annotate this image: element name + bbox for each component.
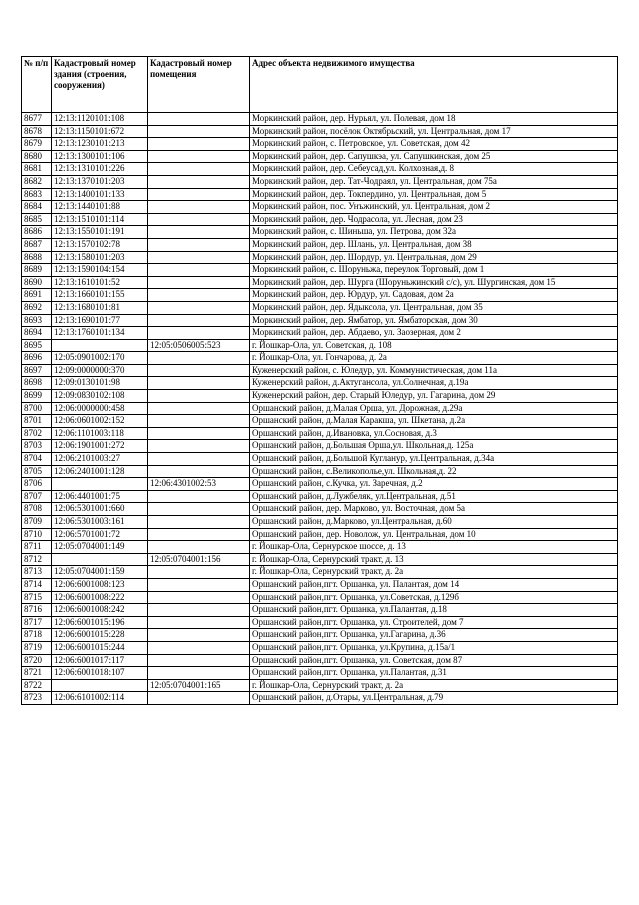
premises-cadastral-number <box>148 629 250 642</box>
address: Оршанский район,пгт. Оршанка, ул. Палантая, дом 14 <box>250 578 618 591</box>
building-cadastral-number: 12:06:1901001:272 <box>52 440 148 453</box>
building-cadastral-number: 12:06:0601002:152 <box>52 415 148 428</box>
row-number: 8713 <box>22 566 52 579</box>
row-number: 8704 <box>22 453 52 466</box>
address: Оршанский район, д.Лужбеляк, ул.Центральная, д.51 <box>250 490 618 503</box>
table-row <box>22 440 618 453</box>
premises-cadastral-number <box>148 276 250 289</box>
premises-cadastral-number <box>148 616 250 629</box>
property-register-table <box>21 56 618 705</box>
table-row <box>22 616 618 629</box>
table-row <box>22 289 618 302</box>
premises-cadastral-number <box>148 364 250 377</box>
address: г. Йошкар-Ола, Сернурский тракт, д. 2а <box>250 566 618 579</box>
row-number: 8692 <box>22 301 52 314</box>
address: г. Йошкар-Ола, ул. Советская, д. 108 <box>250 339 618 352</box>
row-number: 8690 <box>22 276 52 289</box>
building-cadastral-number: 12:13:1230101:213 <box>52 138 148 151</box>
address: Оршанский район, д.Малая Каракша, ул. Шкетана, д.2а <box>250 415 618 428</box>
address: Моркинский район, дер. Шурга (Шоруньжинский с/с), ул. Шургинская, дом 15 <box>250 276 618 289</box>
building-cadastral-number: 12:06:0000000:458 <box>52 402 148 415</box>
premises-cadastral-number <box>148 377 250 390</box>
table-row <box>22 314 618 327</box>
premises-cadastral-number <box>148 150 250 163</box>
table-row <box>22 327 618 340</box>
address: Моркинский район, дер. Ядыксола, ул. Центральная, дом 35 <box>250 301 618 314</box>
premises-cadastral-number <box>148 604 250 617</box>
row-number: 8718 <box>22 629 52 642</box>
header-premises-cadastral: Кадастровый номер помещения <box>148 57 250 113</box>
building-cadastral-number: 12:06:5301001:660 <box>52 503 148 516</box>
table-row <box>22 390 618 403</box>
header-address: Адрес объекта недвижимого имущества <box>250 57 618 113</box>
table-row <box>22 301 618 314</box>
address: Моркинский район, с. Шоруньжа, переулок Торговый, дом 1 <box>250 264 618 277</box>
building-cadastral-number: 12:13:1660101:155 <box>52 289 148 302</box>
table-body <box>22 113 618 705</box>
row-number: 8706 <box>22 478 52 491</box>
address: Оршанский район, д.Марково, ул.Центральная, д.60 <box>250 516 618 529</box>
table-row <box>22 478 618 491</box>
table-row <box>22 516 618 529</box>
table-row <box>22 138 618 151</box>
premises-cadastral-number <box>148 578 250 591</box>
premises-cadastral-number <box>148 188 250 201</box>
address: Моркинский район, дер. Себеусад,ул. Колхозная,д. 8 <box>250 163 618 176</box>
row-number: 8707 <box>22 490 52 503</box>
premises-cadastral-number <box>148 692 250 705</box>
table-row <box>22 402 618 415</box>
table-row <box>22 125 618 138</box>
row-number: 8693 <box>22 314 52 327</box>
row-number: 8698 <box>22 377 52 390</box>
row-number: 8682 <box>22 175 52 188</box>
address: Оршанский район,пгт. Оршанка, ул.Гагарина, д.36 <box>250 629 618 642</box>
row-number: 8691 <box>22 289 52 302</box>
address: Моркинский район, посёлок Октябрьский, ул. Центральная, дом 17 <box>250 125 618 138</box>
address: Оршанский район,пгт. Оршанка, ул.Крупина, д.15а/1 <box>250 641 618 654</box>
address: Оршанский район, д.Ивановка, ул.Сосновая, д.3 <box>250 427 618 440</box>
address: Оршанский район, д.Малая Орша, ул. Дорожная, д.29а <box>250 402 618 415</box>
row-number: 8722 <box>22 679 52 692</box>
header-number: № п/п <box>22 57 52 113</box>
premises-cadastral-number <box>148 301 250 314</box>
row-number: 8689 <box>22 264 52 277</box>
row-number: 8678 <box>22 125 52 138</box>
table-row <box>22 163 618 176</box>
table-row <box>22 553 618 566</box>
address: Оршанский район, д.Отары, ул.Центральная, д.79 <box>250 692 618 705</box>
row-number: 8712 <box>22 553 52 566</box>
table-row <box>22 604 618 617</box>
premises-cadastral-number <box>148 427 250 440</box>
row-number: 8711 <box>22 541 52 554</box>
row-number: 8719 <box>22 641 52 654</box>
table-row <box>22 264 618 277</box>
table-row <box>22 679 618 692</box>
table-row <box>22 188 618 201</box>
premises-cadastral-number <box>148 402 250 415</box>
address: Оршанский район, д.Большой Кугланур, ул.Центральная, д.34а <box>250 453 618 466</box>
row-number: 8685 <box>22 213 52 226</box>
address: Куженерский район, д.Актугансола, ул.Солнечная, д.19а <box>250 377 618 390</box>
table-row <box>22 415 618 428</box>
premises-cadastral-number <box>148 503 250 516</box>
table-row <box>22 654 618 667</box>
premises-cadastral-number: 12:06:4301002:53 <box>148 478 250 491</box>
building-cadastral-number: 12:13:1580101:203 <box>52 251 148 264</box>
building-cadastral-number: 12:13:1440101:88 <box>52 201 148 214</box>
table-row <box>22 692 618 705</box>
table-row <box>22 238 618 251</box>
row-number: 8686 <box>22 226 52 239</box>
building-cadastral-number: 12:13:1570102:78 <box>52 238 148 251</box>
table-row <box>22 377 618 390</box>
premises-cadastral-number: 12:05:0704001:165 <box>148 679 250 692</box>
building-cadastral-number: 12:09:0130101:98 <box>52 377 148 390</box>
row-number: 8695 <box>22 339 52 352</box>
premises-cadastral-number <box>148 327 250 340</box>
premises-cadastral-number: 12:05:0506005:523 <box>148 339 250 352</box>
table-row <box>22 490 618 503</box>
premises-cadastral-number <box>148 238 250 251</box>
row-number: 8688 <box>22 251 52 264</box>
building-cadastral-number: 12:05:0704001:149 <box>52 541 148 554</box>
premises-cadastral-number <box>148 654 250 667</box>
building-cadastral-number: 12:06:2401001:128 <box>52 465 148 478</box>
premises-cadastral-number <box>148 490 250 503</box>
premises-cadastral-number <box>148 352 250 365</box>
row-number: 8701 <box>22 415 52 428</box>
row-number: 8684 <box>22 201 52 214</box>
table-row <box>22 566 618 579</box>
premises-cadastral-number <box>148 175 250 188</box>
row-number: 8694 <box>22 327 52 340</box>
table-row <box>22 352 618 365</box>
building-cadastral-number: 12:13:1370101:203 <box>52 175 148 188</box>
address: Моркинский район, дер. Токпердино, ул. Центральная, дом 5 <box>250 188 618 201</box>
building-cadastral-number: 12:06:6001015:196 <box>52 616 148 629</box>
address: Оршанский район, с.Кучка, ул. Заречная, д.2 <box>250 478 618 491</box>
address: Куженерский район, дер. Старый Юледур, ул. Гагарина, дом 29 <box>250 390 618 403</box>
row-number: 8699 <box>22 390 52 403</box>
table-row <box>22 364 618 377</box>
premises-cadastral-number <box>148 415 250 428</box>
premises-cadastral-number: 12:05:0704001:156 <box>148 553 250 566</box>
table-row <box>22 465 618 478</box>
address: Моркинский район, с. Петровское, ул. Советская, дом 42 <box>250 138 618 151</box>
building-cadastral-number: 12:09:0000000:370 <box>52 364 148 377</box>
table-row <box>22 213 618 226</box>
row-number: 8680 <box>22 150 52 163</box>
building-cadastral-number: 12:06:6001015:228 <box>52 629 148 642</box>
building-cadastral-number <box>52 339 148 352</box>
address: Оршанский район,пгт. Оршанка, ул. Строителей, дом 7 <box>250 616 618 629</box>
address: Оршанский район,пгт. Оршанка, ул. Советская, дом 87 <box>250 654 618 667</box>
row-number: 8703 <box>22 440 52 453</box>
premises-cadastral-number <box>148 314 250 327</box>
address: Моркинский район, пос. Унъжинский, ул. Центральная, дом 2 <box>250 201 618 214</box>
address: Моркинский район, дер. Шлань, ул. Центральная, дом 38 <box>250 238 618 251</box>
premises-cadastral-number <box>148 453 250 466</box>
building-cadastral-number: 12:13:1310101:226 <box>52 163 148 176</box>
table-row <box>22 591 618 604</box>
building-cadastral-number: 12:06:6001018:107 <box>52 667 148 680</box>
table-row <box>22 175 618 188</box>
table-row <box>22 339 618 352</box>
address: Куженерский район, с. Юледур, ул. Коммунистическая, дом 11а <box>250 364 618 377</box>
premises-cadastral-number <box>148 440 250 453</box>
premises-cadastral-number <box>148 528 250 541</box>
building-cadastral-number: 12:06:1101003:118 <box>52 427 148 440</box>
table-row <box>22 276 618 289</box>
premises-cadastral-number <box>148 113 250 126</box>
building-cadastral-number: 12:06:5701001:72 <box>52 528 148 541</box>
premises-cadastral-number <box>148 201 250 214</box>
row-number: 8700 <box>22 402 52 415</box>
row-number: 8716 <box>22 604 52 617</box>
table-row <box>22 226 618 239</box>
address: Моркинский район, дер. Ямбатор, ул. Ямбаторская, дом 30 <box>250 314 618 327</box>
building-cadastral-number: 12:09:0830102:108 <box>52 390 148 403</box>
address: Оршанский район, дер. Новолож, ул. Центральная, дом 10 <box>250 528 618 541</box>
row-number: 8679 <box>22 138 52 151</box>
address: Оршанский район,пгт. Оршанка, ул.Палантая, д.31 <box>250 667 618 680</box>
table-row <box>22 427 618 440</box>
address: г. Йошкар-Ола, ул. Гончарова, д. 2а <box>250 352 618 365</box>
building-cadastral-number: 12:13:1550101:191 <box>52 226 148 239</box>
building-cadastral-number: 12:13:1300101:106 <box>52 150 148 163</box>
header-building-cadastral: Кадастровый номер здания (строения, сооружения) <box>52 57 148 113</box>
row-number: 8708 <box>22 503 52 516</box>
row-number: 8721 <box>22 667 52 680</box>
row-number: 8696 <box>22 352 52 365</box>
address: Моркинский район, дер. Чодрасола, ул. Лесная, дом 23 <box>250 213 618 226</box>
row-number: 8681 <box>22 163 52 176</box>
address: Оршанский район, д.Большая Орша,ул. Школьная,д. 125а <box>250 440 618 453</box>
address: г. Йошкар-Ола, Сернурский тракт, д. 13 <box>250 553 618 566</box>
row-number: 8710 <box>22 528 52 541</box>
premises-cadastral-number <box>148 541 250 554</box>
building-cadastral-number: 12:13:1120101:108 <box>52 113 148 126</box>
table-row <box>22 503 618 516</box>
table-row <box>22 541 618 554</box>
premises-cadastral-number <box>148 465 250 478</box>
premises-cadastral-number <box>148 591 250 604</box>
building-cadastral-number: 12:05:0901002:170 <box>52 352 148 365</box>
building-cadastral-number: 12:06:6001008:123 <box>52 578 148 591</box>
address: Моркинский район, дер. Тат-Чодраял, ул. Центральная, дом 75а <box>250 175 618 188</box>
table-row <box>22 150 618 163</box>
address: Оршанский район, с.Великополье,ул. Школьная,д. 22 <box>250 465 618 478</box>
building-cadastral-number: 12:13:1400101:133 <box>52 188 148 201</box>
building-cadastral-number <box>52 679 148 692</box>
building-cadastral-number <box>52 478 148 491</box>
address: Моркинский район, дер. Нурьял, ул. Полевая, дом 18 <box>250 113 618 126</box>
premises-cadastral-number <box>148 264 250 277</box>
address: г. Йошкар-Ола, Сернурский тракт, д. 2а <box>250 679 618 692</box>
premises-cadastral-number <box>148 125 250 138</box>
address: Моркинский район, дер. Шордур, ул. Центральная, дом 29 <box>250 251 618 264</box>
address: Оршанский район,пгт. Оршанка, ул.Советская, д.129б <box>250 591 618 604</box>
row-number: 8723 <box>22 692 52 705</box>
row-number: 8714 <box>22 578 52 591</box>
row-number: 8697 <box>22 364 52 377</box>
row-number: 8720 <box>22 654 52 667</box>
address: г. Йошкар-Ола, Сернурское шоссе, д. 13 <box>250 541 618 554</box>
building-cadastral-number: 12:13:1590104:154 <box>52 264 148 277</box>
premises-cadastral-number <box>148 641 250 654</box>
address: Моркинский район, с. Шиньша, ул. Петрова, дом 32а <box>250 226 618 239</box>
premises-cadastral-number <box>148 289 250 302</box>
premises-cadastral-number <box>148 566 250 579</box>
table-row <box>22 113 618 126</box>
row-number: 8709 <box>22 516 52 529</box>
row-number: 8715 <box>22 591 52 604</box>
row-number: 8683 <box>22 188 52 201</box>
building-cadastral-number: 12:06:4401001:75 <box>52 490 148 503</box>
row-number: 8702 <box>22 427 52 440</box>
address: Оршанский район,пгт. Оршанка, ул.Палантая, д.18 <box>250 604 618 617</box>
table-row <box>22 629 618 642</box>
premises-cadastral-number <box>148 667 250 680</box>
premises-cadastral-number <box>148 251 250 264</box>
building-cadastral-number: 12:06:6101002:114 <box>52 692 148 705</box>
building-cadastral-number: 12:06:6001008:242 <box>52 604 148 617</box>
building-cadastral-number: 12:13:1760101:134 <box>52 327 148 340</box>
table-row <box>22 201 618 214</box>
table-row <box>22 578 618 591</box>
row-number: 8677 <box>22 113 52 126</box>
premises-cadastral-number <box>148 390 250 403</box>
premises-cadastral-number <box>148 226 250 239</box>
header-row <box>22 57 618 113</box>
building-cadastral-number: 12:13:1510101:114 <box>52 213 148 226</box>
row-number: 8717 <box>22 616 52 629</box>
building-cadastral-number: 12:06:5301003:161 <box>52 516 148 529</box>
table-row <box>22 528 618 541</box>
table-row <box>22 453 618 466</box>
building-cadastral-number: 12:13:1150101:672 <box>52 125 148 138</box>
address: Моркинский район, дер. Абдаево, ул. Заозерная, дом 2 <box>250 327 618 340</box>
building-cadastral-number: 12:05:0704001:159 <box>52 566 148 579</box>
premises-cadastral-number <box>148 213 250 226</box>
building-cadastral-number: 12:13:1690101:77 <box>52 314 148 327</box>
table-row <box>22 667 618 680</box>
building-cadastral-number: 12:06:6001017:117 <box>52 654 148 667</box>
building-cadastral-number: 12:13:1680101:81 <box>52 301 148 314</box>
building-cadastral-number: 12:06:6001015:244 <box>52 641 148 654</box>
address: Моркинский район, дер. Сапушкэа, ул. Сапушкинская, дом 25 <box>250 150 618 163</box>
premises-cadastral-number <box>148 138 250 151</box>
building-cadastral-number: 12:06:6001008:222 <box>52 591 148 604</box>
table-row <box>22 251 618 264</box>
row-number: 8687 <box>22 238 52 251</box>
building-cadastral-number: 12:06:2101003:27 <box>52 453 148 466</box>
address: Моркинский район, дер. Юрдур, ул. Садовая, дом 2а <box>250 289 618 302</box>
address: Оршанский район, дер. Марково, ул. Восточная, дом 5а <box>250 503 618 516</box>
premises-cadastral-number <box>148 163 250 176</box>
row-number: 8705 <box>22 465 52 478</box>
building-cadastral-number <box>52 553 148 566</box>
premises-cadastral-number <box>148 516 250 529</box>
table-header <box>22 57 618 113</box>
building-cadastral-number: 12:13:1610101:52 <box>52 276 148 289</box>
table-row <box>22 641 618 654</box>
